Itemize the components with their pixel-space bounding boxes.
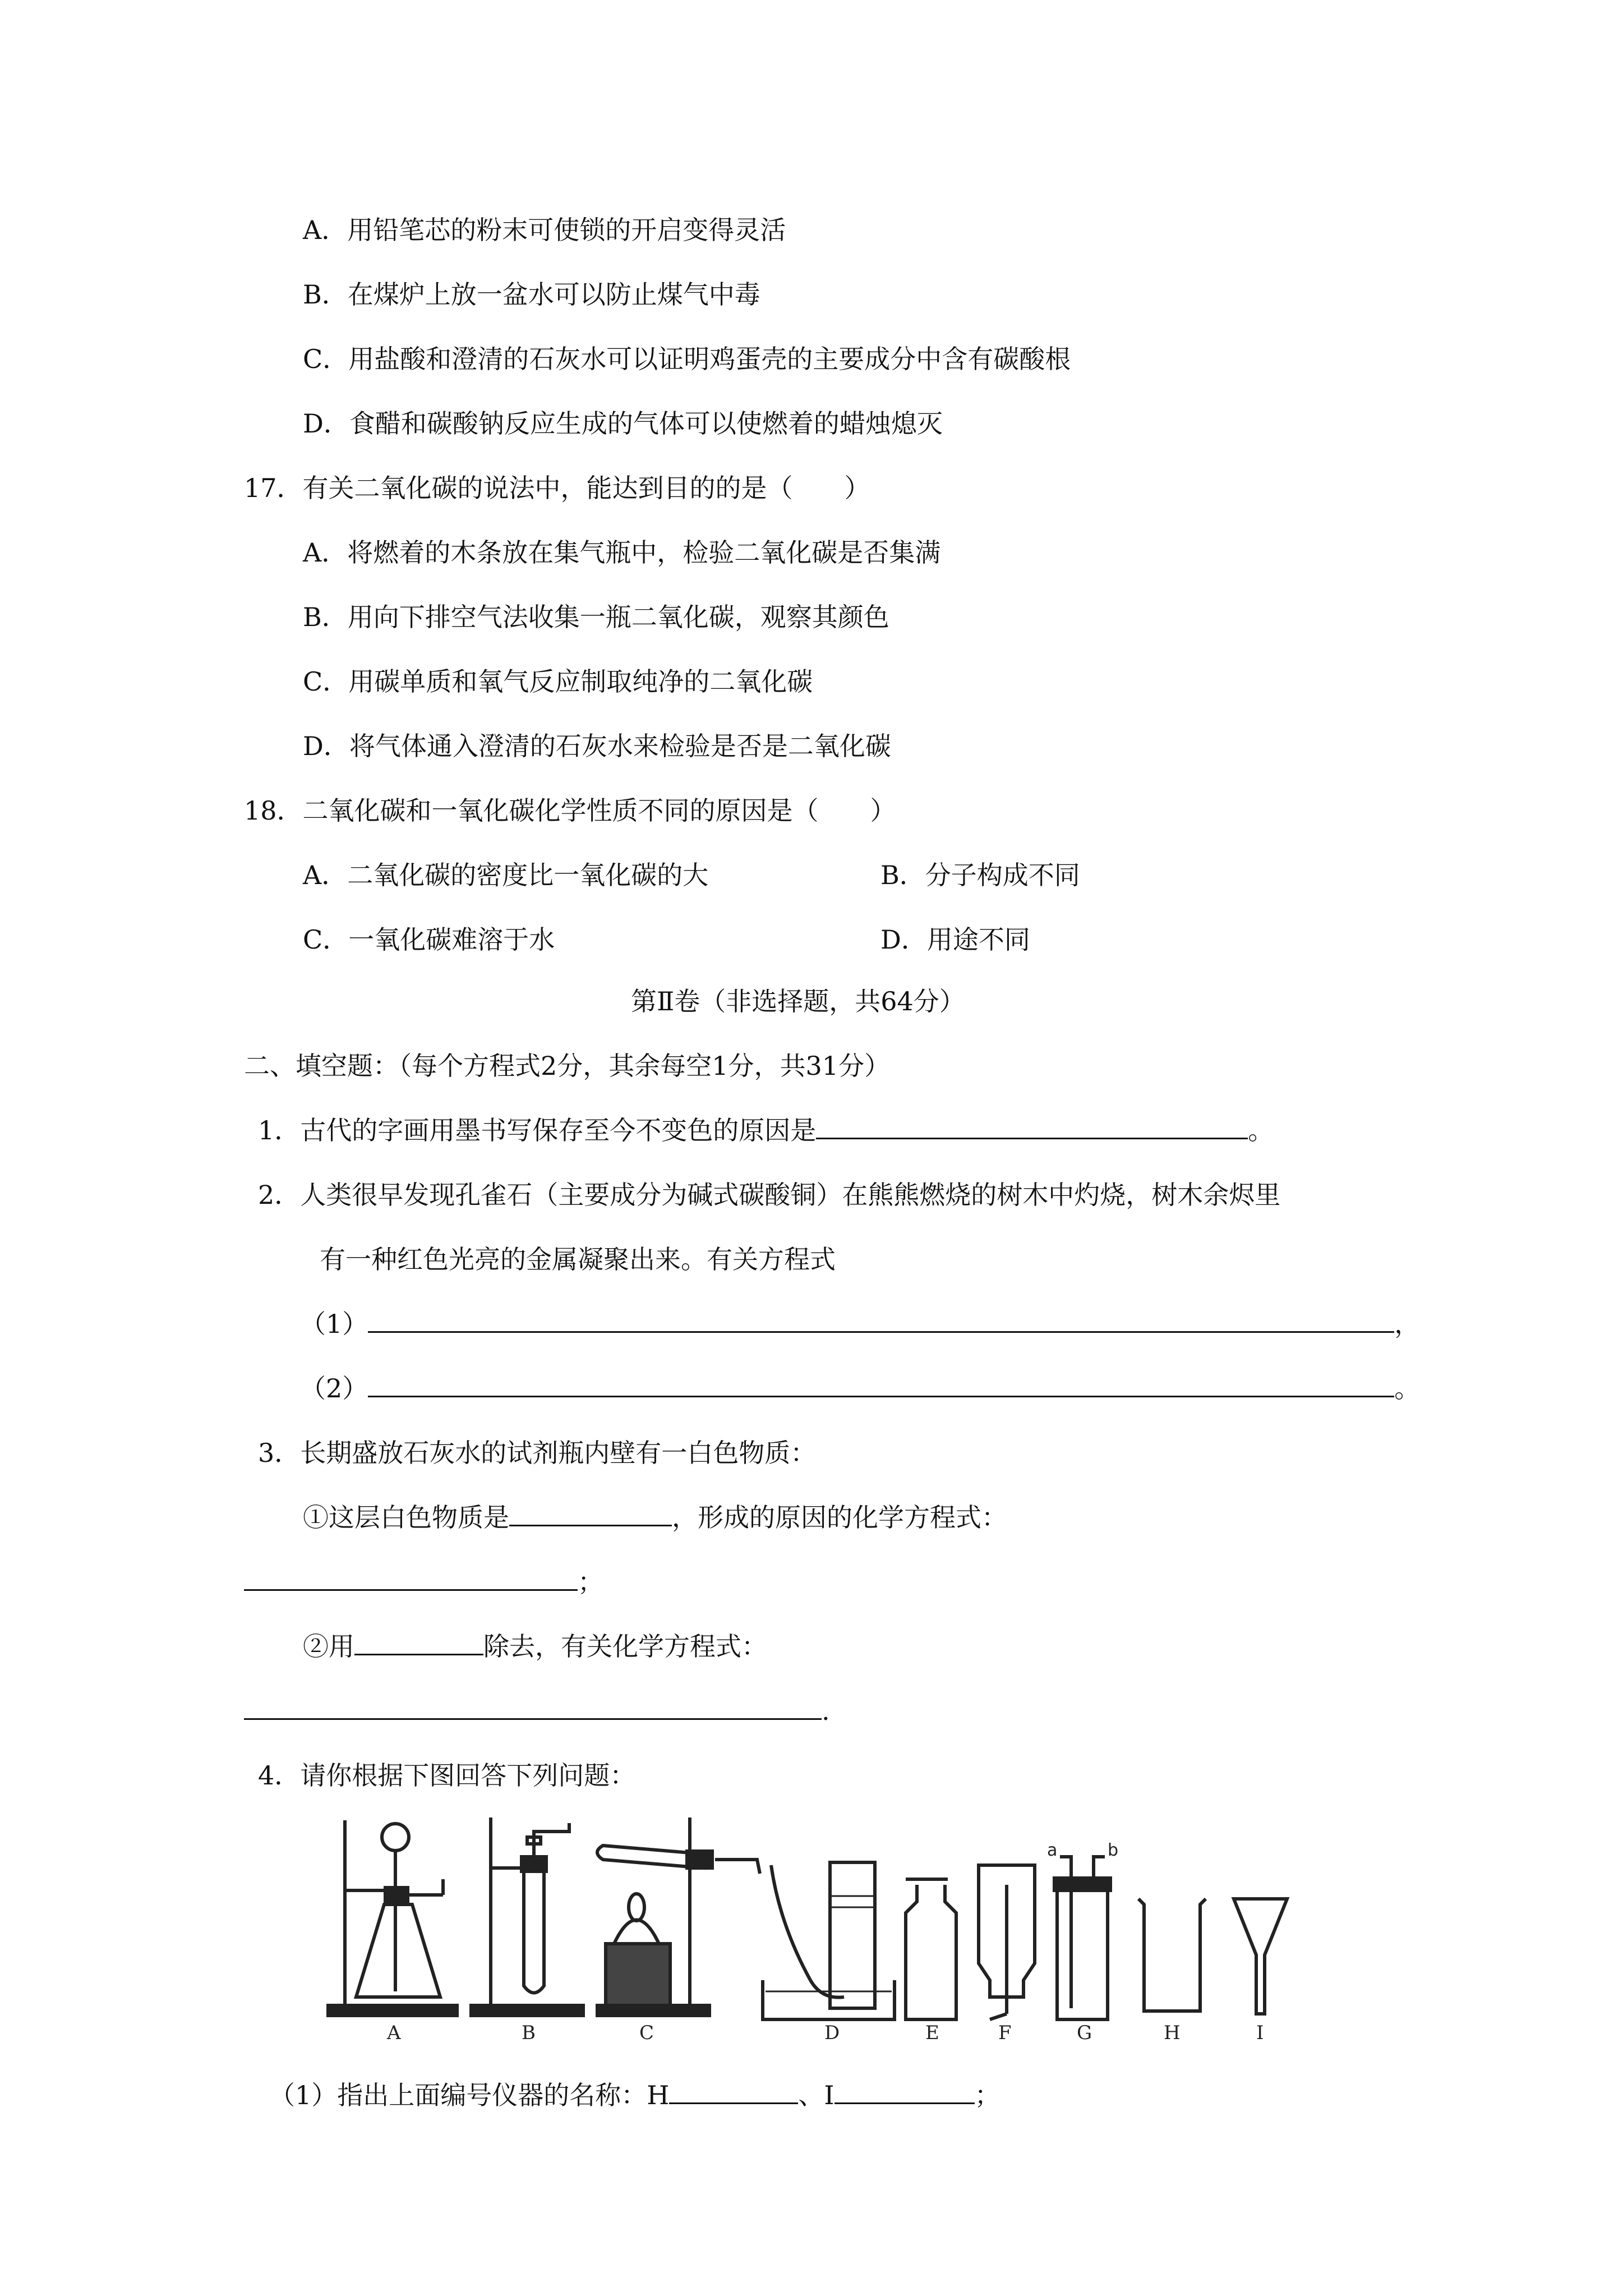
apparatus-f-inverted-bottle [979, 1865, 1035, 2019]
answer-blank[interactable] [816, 1114, 1248, 1139]
fill-q2-sub1-end: ， [1394, 1309, 1421, 1339]
answer-blank[interactable] [354, 1630, 483, 1655]
q17-stem: 17．有关二氧化碳的说法中，能达到目的的是（ ） [244, 473, 870, 503]
label-b: B [522, 2022, 536, 2042]
answer-blank[interactable] [509, 1501, 672, 1526]
q16-option-b: B．在煤炉上放一盆水可以防止煤气中毒 [303, 279, 760, 310]
answer-blank[interactable] [834, 2079, 975, 2104]
apparatus-b-test-tube [471, 1818, 583, 2016]
fill-q2-line2: 有一种红色光亮的金属凝聚出来。有关方程式 [320, 1244, 836, 1274]
fill-q3-part-a-equation [244, 1565, 603, 1599]
label-d: D [824, 2022, 840, 2042]
label-i: I [1256, 2022, 1264, 2042]
port-label-b: b [1108, 1841, 1119, 1860]
fill-q4-stem: 4．请你根据下图回答下列问题： [258, 1760, 636, 1791]
q18-option-b: B．分子构成不同 [880, 860, 1080, 890]
fill-q4-sub1-end: ； [974, 2080, 1000, 2110]
apparatus-a-flask-with-funnel [328, 1820, 457, 2016]
fill-q3-b-end: . [822, 1696, 830, 1726]
part2-title: 第Ⅱ卷（非选择题，共64分） [631, 986, 965, 1016]
fill-q3-a-end: ； [578, 1567, 603, 1597]
apparatus-h-beaker [1138, 1899, 1206, 2011]
fill-q3-a-text2: ，形成的原因的化学方程式： [672, 1502, 1007, 1533]
fill-q2-sub1-label: （1） [300, 1309, 368, 1339]
q16-option-a: A．用铅笔芯的粉末可使锁的开启变得灵活 [303, 215, 786, 245]
label-f: F [998, 2022, 1012, 2042]
q17-option-a: A．将燃着的木条放在集气瓶中，检验二氧化碳是否集满 [303, 537, 941, 568]
fill-q3-b-text2: 除去，有关化学方程式： [483, 1631, 767, 1662]
section2-title: 二、填空题：（每个方程式2分，其余每空1分，共31分） [244, 1051, 891, 1081]
fill-q4-sub1 [269, 2078, 1000, 2112]
q16-option-d: D．食醋和碳酸钠反应生成的气体可以使燃着的蜡烛熄灭 [303, 408, 943, 439]
q18-stem: 18．二氧化碳和一氧化碳化学性质不同的原因是（ ） [244, 795, 896, 826]
answer-blank[interactable] [244, 1695, 822, 1720]
q18-option-c: C．一氧化碳难溶于水 [303, 924, 555, 955]
fill-q3-part-b [303, 1630, 767, 1663]
label-a: A [387, 2022, 401, 2042]
fill-q3-part-b-equation [244, 1694, 830, 1728]
q17-option-b: B．用向下排空气法收集一瓶二氧化碳，观察其颜色 [303, 602, 889, 632]
fill-q1 [258, 1114, 1274, 1147]
label-e: E [925, 2022, 939, 2042]
fill-q2-sub2 [300, 1372, 1420, 1405]
fill-q2-line1: 2．人类很早发现孔雀石（主要成分为碱式碳酸铜）在熊熊燃烧的树木中灼烧，树木余烬里 [258, 1180, 1281, 1210]
apparatus-i-funnel [1234, 1899, 1287, 2014]
fill-q1-text: 1．古代的字画用墨书写保存至今不变色的原因是 [258, 1115, 817, 1145]
lab-apparatus-figure [322, 1812, 1321, 2042]
fill-q3-b-text: ②用 [303, 1631, 354, 1662]
answer-blank[interactable] [368, 1372, 1394, 1397]
label-h: H [1164, 2022, 1181, 2042]
apparatus-e-gas-bottle [906, 1879, 956, 2019]
q17-option-c: C．用碳单质和氧气反应制取纯净的二氧化碳 [303, 666, 813, 697]
fill-q2-sub2-label: （2） [300, 1373, 368, 1404]
port-label-a: a [1047, 1841, 1058, 1860]
fill-q2-sub2-end: 。 [1394, 1373, 1421, 1404]
q17-option-d: D．将气体通入澄清的石灰水来检验是否是二氧化碳 [303, 731, 891, 761]
answer-blank[interactable] [669, 2079, 798, 2104]
q18-option-d: D．用途不同 [880, 924, 1030, 955]
apparatus-c-heating-tube [597, 1818, 760, 2016]
answer-blank[interactable] [244, 1566, 578, 1591]
fill-q3-a-text: ①这层白色物质是 [303, 1502, 509, 1533]
label-g: G [1077, 2022, 1092, 2042]
q16-option-c: C．用盐酸和澄清的石灰水可以证明鸡蛋壳的主要成分中含有碳酸根 [303, 344, 1071, 374]
label-c: C [639, 2022, 654, 2042]
fill-q1-end: 。 [1248, 1115, 1274, 1145]
fill-q2-sub1 [300, 1307, 1420, 1341]
fill-q4-sub1-text2: 、I [798, 2080, 834, 2110]
apparatus-d-water-trough [763, 1862, 895, 2019]
fill-q3-part-a [303, 1501, 1007, 1534]
q18-option-a: A．二氧化碳的密度比一氧化碳的大 [303, 860, 709, 890]
answer-blank[interactable] [368, 1308, 1394, 1333]
fill-q4-sub1-text: （1）指出上面编号仪器的名称：H [269, 2080, 670, 2110]
fill-q3-stem: 3．长期盛放石灰水的试剂瓶内壁有一白色物质： [258, 1438, 817, 1468]
apparatus-g-wash-bottle [1047, 1841, 1118, 2019]
